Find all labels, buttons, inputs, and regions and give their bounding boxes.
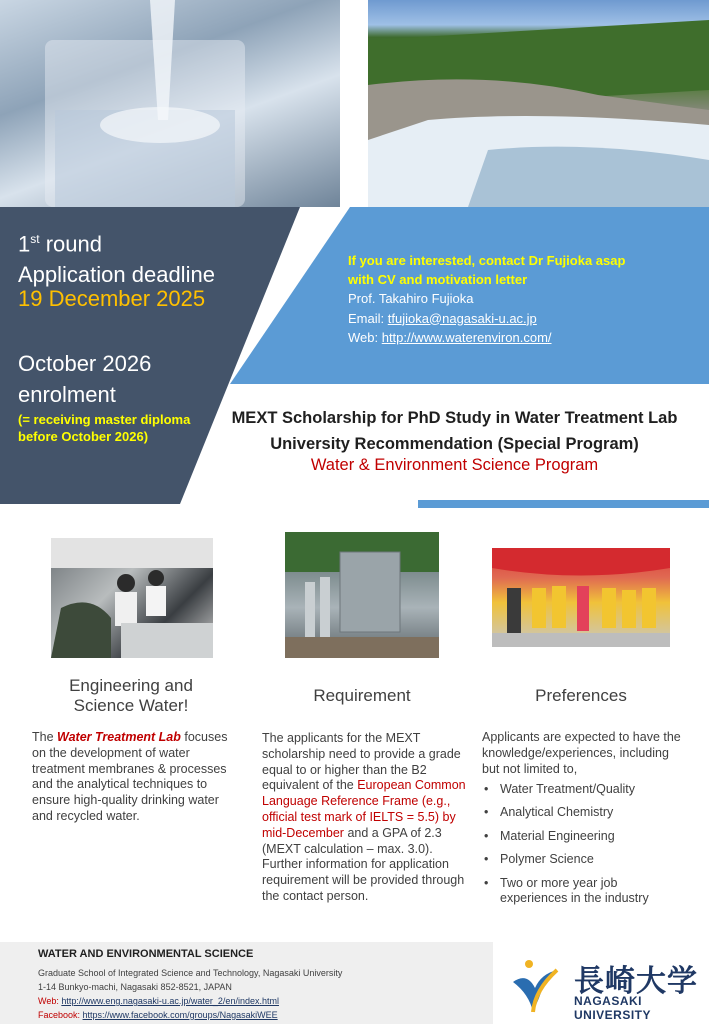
- round-number: 1: [18, 231, 31, 257]
- requirement-text: [262, 731, 467, 905]
- footer-facebook-link[interactable]: https://www.facebook.com/groups/NagasakiWEE: [82, 1010, 278, 1020]
- footer-address: 1-14 Bunkyo-machi, Nagasaki 852-8521, JAPAN: [38, 982, 232, 992]
- contact-heading: [348, 251, 678, 289]
- enrolment-note-line2: before October 2026): [18, 429, 149, 444]
- contact-name: Prof. Takahiro Fujioka: [348, 291, 474, 306]
- footer-details: [38, 966, 342, 1022]
- divider: [418, 500, 709, 508]
- engineering-heading-line2: Science Water!: [73, 696, 189, 715]
- engineering-text-prefix: The: [32, 730, 58, 744]
- enrolment-label: [18, 348, 151, 410]
- page-title: [200, 405, 709, 457]
- university-name-en: NAGASAKI UNIVERSITY: [574, 994, 652, 1022]
- requirement-text-part2: and a GPA of 2.3 (MEXT calculation – max. 3.0). Further information for application requirement will be provided through the contact person.: [262, 825, 465, 903]
- list-item: • Polymer Science: [482, 852, 682, 868]
- round-word: round: [45, 231, 102, 257]
- contact-web-row: [348, 328, 552, 348]
- group-photo: [492, 548, 670, 647]
- enrolment-note-line1: (= receiving master diploma: [18, 412, 191, 427]
- list-item: • Two or more year job experiences in the industry: [482, 876, 682, 908]
- requirement-heading: Requirement: [313, 686, 411, 705]
- group-illustration: [492, 548, 670, 647]
- requirement-text-part1: The applicants for the MEXT scholarship need to provide a grade equal to or higher than the B2 equivalent of the: [262, 731, 461, 793]
- engineering-text: [32, 730, 242, 825]
- preferences-list: [482, 782, 682, 915]
- engineering-heading-line1: Engineering and: [69, 676, 193, 695]
- footer-web-row: [38, 994, 342, 1008]
- contact-details: [348, 289, 552, 348]
- footer-web-link[interactable]: http://www.eng.nagasaki-u.ac.jp/water_2/en/index.html: [61, 996, 279, 1006]
- program-name: Water & Environment Science Program: [310, 456, 599, 474]
- equipment-illustration: [285, 532, 439, 658]
- contact-heading-line1: If you are interested, contact Dr Fujioka asap: [348, 253, 626, 268]
- river-photo: [368, 0, 709, 207]
- nagasaki-university-logo-icon: [505, 954, 565, 1014]
- contact-email-row: [348, 309, 552, 329]
- deadline-date: 19 December 2025: [18, 286, 206, 311]
- university-name-jp: 長崎大学: [574, 965, 698, 998]
- title-line1: MEXT Scholarship for PhD Study in Water Treatment Lab: [231, 409, 678, 427]
- language-requirement: European Common Language Reference Frame (e.g., official test mark of IELTS = 5.5) by mid-December: [262, 778, 466, 840]
- lab-photo: [51, 538, 213, 658]
- footer-facebook-row: [38, 1008, 342, 1022]
- footer-facebook-label: Facebook:: [38, 1010, 83, 1020]
- engineering-heading: [41, 676, 221, 716]
- email-link[interactable]: tfujioka@nagasaki-u.ac.jp: [387, 310, 537, 326]
- footer-web-label: Web:: [38, 996, 62, 1006]
- water-glass-illustration: [0, 0, 340, 207]
- round-suffix: st: [30, 232, 40, 246]
- email-label: Email:: [348, 310, 388, 326]
- title-line2: University Recommendation (Special Program): [270, 435, 639, 453]
- footer-title: WATER AND ENVIRONMENTAL SCIENCE: [38, 948, 254, 960]
- enrolment-note: [18, 411, 190, 445]
- lab-illustration: [51, 538, 213, 658]
- footer-school: Graduate School of Integrated Science and Technology, Nagasaki University: [38, 968, 343, 978]
- enrolment-line2: enrolment: [18, 382, 116, 407]
- preferences-heading: Preferences: [535, 686, 627, 705]
- web-link[interactable]: http://www.waterenviron.com/: [381, 330, 552, 345]
- list-item: • Water Treatment/Quality: [482, 782, 682, 798]
- enrolment-line1: October 2026: [18, 351, 152, 376]
- lab-name: Water Treatment Lab: [57, 730, 181, 744]
- equipment-photo: [285, 532, 439, 658]
- list-item: • Analytical Chemistry: [482, 805, 682, 821]
- river-illustration: [368, 0, 709, 207]
- deadline-label: Application deadline: [18, 262, 215, 288]
- preferences-intro: Applicants are expected to have the knowledge/experiences, including but not limited to,: [482, 730, 681, 776]
- round-label: [18, 224, 215, 290]
- water-glass-photo: [0, 0, 340, 207]
- engineering-text-rest: focuses on the development of water treatment membranes & processes and the analytical techniques to ensure high-quality drinking water and recycled water.: [32, 730, 228, 823]
- contact-heading-line2: with CV and motivation letter: [348, 272, 528, 287]
- list-item: • Material Engineering: [482, 829, 682, 845]
- web-label: Web:: [348, 330, 382, 345]
